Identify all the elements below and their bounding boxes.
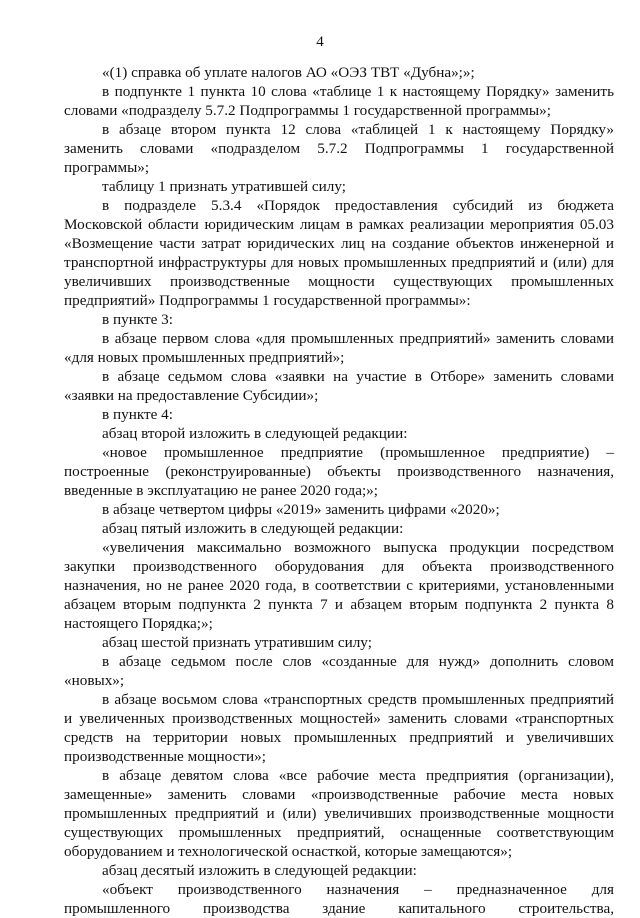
paragraph: «объект производственного назначения – предназначенное для промышленного производства здание капитального строительства, xyxy=(64,881,614,917)
paragraph: «(1) справка об уплате налогов АО «ОЭЗ ТВТ «Дубна»;»; xyxy=(102,64,475,81)
paragraph: в подразделе 5.3.4 «Порядок предоставления субсидий из бюджета Московской области юридическим лицам в рамках реализации мероприятия 05.03 «Возмещение части затрат юридических лиц на создание объектов инженерной и транспортной инфраструктуры для новых промышленных предприятий и (или) для увеличивших производственные мощности существующих промышленных предприятий» Подпрограммы 1 государственной программы»: xyxy=(64,197,614,309)
paragraph: в абзаце первом слова «для промышленных предприятий» заменить словами «для новых промышленных предприятий»; xyxy=(64,330,614,366)
page-number: 4 xyxy=(316,34,324,50)
paragraph: в абзаце девятом слова «все рабочие места предприятия (организации), замещенные» заменить словами «производственные рабочие места новых промышленных предприятий и (или) увеличивших производственные мощности существующих промышленных предприятий, оснащенные соответствующим оборудованием и технологической оснасткой, которые замещаются»; xyxy=(64,767,614,860)
document-body xyxy=(64,63,614,918)
paragraph: «новое промышленное предприятие (промышленное предприятие) – построенные (реконструированные) объекты производственного назначения, введенные в эксплуатацию не ранее 2020 года;»; xyxy=(64,444,614,499)
paragraph: в абзаце седьмом после слов «созданные для нужд» дополнить словом «новых»; xyxy=(64,653,614,689)
paragraph: в абзаце восьмом слова «транспортных средств промышленных предприятий и увеличенных производственных мощностей» заменить словами «транспортных средств на территории новых промышленных предприятий и увеличивших производственные мощности»; xyxy=(64,691,614,765)
paragraph: абзац десятый изложить в следующей редакции: xyxy=(102,862,417,879)
paragraph: абзац второй изложить в следующей редакции: xyxy=(102,425,408,442)
paragraph: абзац пятый изложить в следующей редакции: xyxy=(102,520,404,537)
paragraph: в абзаце четвертом цифры «2019» заменить цифрами «2020»; xyxy=(102,501,500,518)
paragraph: «увеличения максимально возможного выпуска продукции посредством закупки производственного оборудования для объекта производственного назначения, но не ранее 2020 года, в соответствии с критериями, установленными абзацем вторым подпункта 2 пункта 7 и абзацем вторым подпункта 2 пункта 8 настоящего Порядка;»; xyxy=(64,539,614,632)
paragraph: абзац шестой признать утратившим силу; xyxy=(102,634,372,651)
paragraph: в абзаце седьмом слова «заявки на участие в Отборе» заменить словами «заявки на предоставление Субсидии»; xyxy=(64,368,614,404)
paragraph: в пункте 3: xyxy=(102,311,173,328)
paragraph: таблицу 1 признать утратившей силу; xyxy=(102,178,346,195)
paragraph: в пункте 4: xyxy=(102,406,173,423)
paragraph: в подпункте 1 пункта 10 слова «таблице 1 к настоящему Порядку» заменить словами «подразделу 5.7.2 Подпрограммы 1 государственной программы»; xyxy=(64,83,614,119)
paragraph: в абзаце втором пункта 12 слова «таблицей 1 к настоящему Порядку» заменить словами «подразделом 5.7.2 Подпрограммы 1 государственной программы»; xyxy=(64,121,614,176)
